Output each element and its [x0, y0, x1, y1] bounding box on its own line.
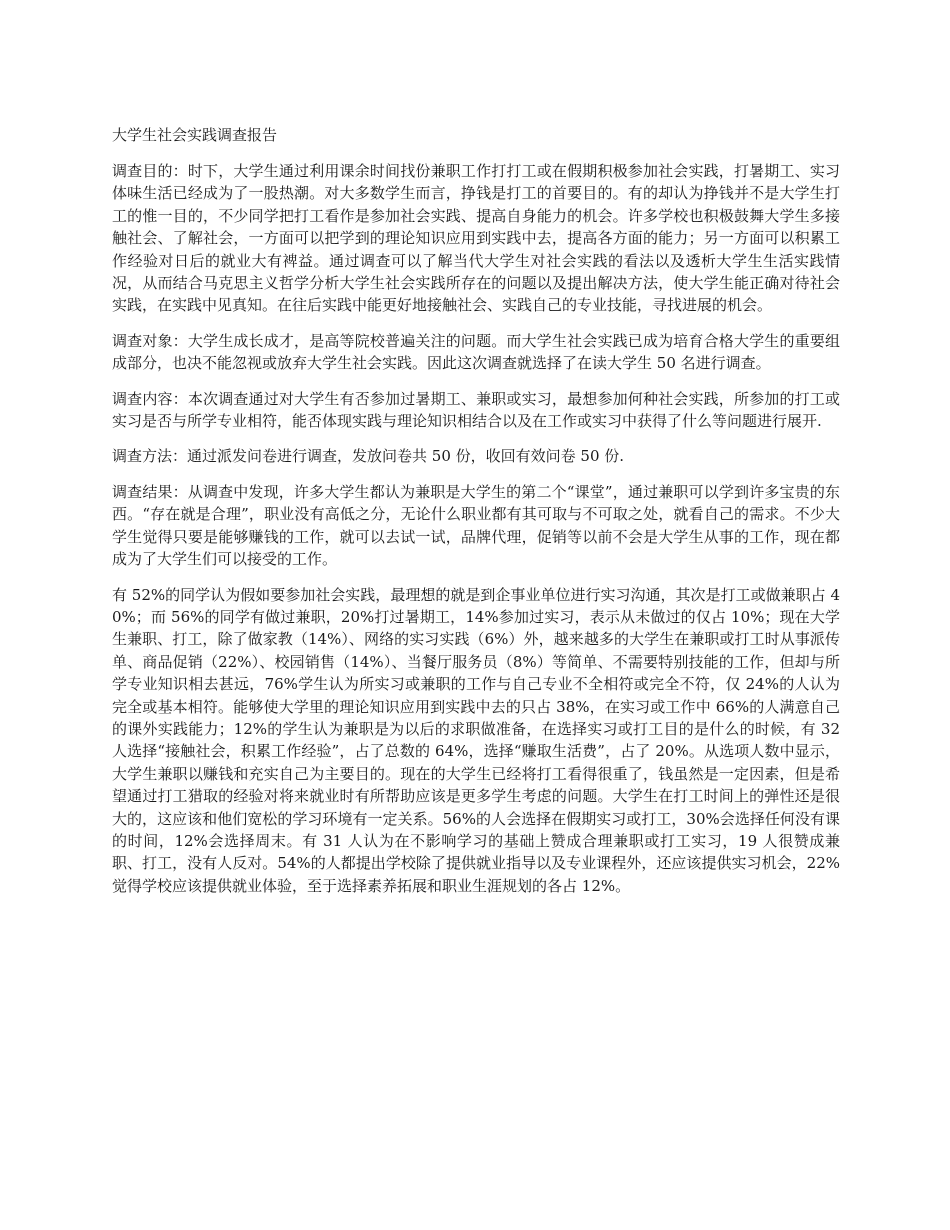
document-title: 大学生社会实践调查报告: [112, 126, 278, 144]
paragraph-results: 调查结果：从调查中发现，许多大学生都认为兼职是大学生的第二个“课堂”，通过兼职可以学到许多宝贵的东西。“存在就是合理”，职业没有高低之分，无论什么职业都有其可取与不可取之处，就看自己的需求。不少大学生觉得只要是能够赚钱的工作，就可以去试一试，品牌代理，促销等以前不会是大学生从事的工作，现在都成为了大学生们可以接受的工作。: [112, 482, 840, 569]
paragraph-statistics: 有 52%的同学认为假如要参加社会实践，最理想的就是到企事业单位进行实习沟通，其次是打工或做兼职占 40%；而 56%的同学有做过兼职，20%打过暑期工，14%参加过实习，表示从未做过的仅占 10%；现在大学生兼职、打工，除了做家教（14%）、网络的实习实践（6%）外，越来越多的大学生在兼职或打工时从事派传单、商品促销（22%）、校园销售（14%）、当餐厅服务员（8%）等简单、不需要特别技能的工作，但却与所学专业知识相去甚远，76%学生认为所实习或兼职的工作与自己专业不全相符或完全不符，仅 24%的人认为完全或基本相符。能够使大学里的理论知识应用到实践中去的只占 38%，在实习或工作中 66%的人满意自己的课外实践能力；12%的学生认为兼职是为以后的求职做准备，在选择实习或打工目的是什么的时候，有 32 人选择“接触社会，积累工作经验”，占了总数的 64%，选择“赚取生活费”，占了 20%。从选项人数中显示，大学生兼职以赚钱和充实自己为主要目的。现在的大学生已经将打工看得很重了，钱虽然是一定因素，但是希望通过打工猎取的经验对将来就业时有所帮助应该是更多学生考虑的问题。大学生在打工时间上的弹性还是很大的，这应该和他们宽松的学习环境有一定关系。56%的人会选择在假期实习或打工，30%会选择任何没有课的时间，12%会选择周末。有 31 人认为在不影响学习的基础上赞成合理兼职或打工实习，19 人很赞成兼职、打工，没有人反对。54%的人都提出学校除了提供就业指导以及专业课程外，还应该提供实习机会，22%觉得学校应该提供就业体验，至于选择素养拓展和职业生涯规划的各占 12%。: [112, 585, 840, 895]
paragraph-content: 调查内容：本次调查通过对大学生有否参加过暑期工、兼职或实习，最想参加何种社会实践，所参加的打工或实习是否与所学专业相符，能否体现实践与理论知识相结合以及在工作或实习中获得了什么等问题进行展开.: [112, 389, 840, 431]
paragraph-purpose: 调查目的：时下，大学生通过利用课余时间找份兼职工作打打工或在假期积极参加社会实践，打暑期工、实习体味生活已经成为了一股热潮。对大多数学生而言，挣钱是打工的首要目的。有的却认为挣钱并不是大学生打工的惟一目的，不少同学把打工看作是参加社会实践、提高自身能力的机会。许多学校也积极鼓舞大学生多接触社会、了解社会，一方面可以把学到的理论知识应用到实践中去，提高各方面的能力；另一方面可以积累工作经验对日后的就业大有裨益。通过调查可以了解当代大学生对社会实践的看法以及透析大学生生活实践情况，从而结合马克思主义哲学分析大学生社会实践所存在的问题以及提出解决方法，使大学生能正确对待社会实践，在实践中见真知。在往后实践中能更好地接触社会、实践自己的专业技能，寻找进展的机会。: [112, 162, 840, 315]
paragraph-subjects: 调查对象：大学生成长成才，是高等院校普遍关注的问题。而大学生社会实践已成为培育合格大学生的重要组成部分，也决不能忽视或放弃大学生社会实践。因此这次调查就选择了在读大学生 50 名进行调查。: [112, 331, 840, 373]
paragraph-method: 调查方法：通过派发问卷进行调查，发放问卷共 50 份，收回有效问卷 50 份.: [112, 447, 625, 466]
document-page: [112, 124, 840, 910]
